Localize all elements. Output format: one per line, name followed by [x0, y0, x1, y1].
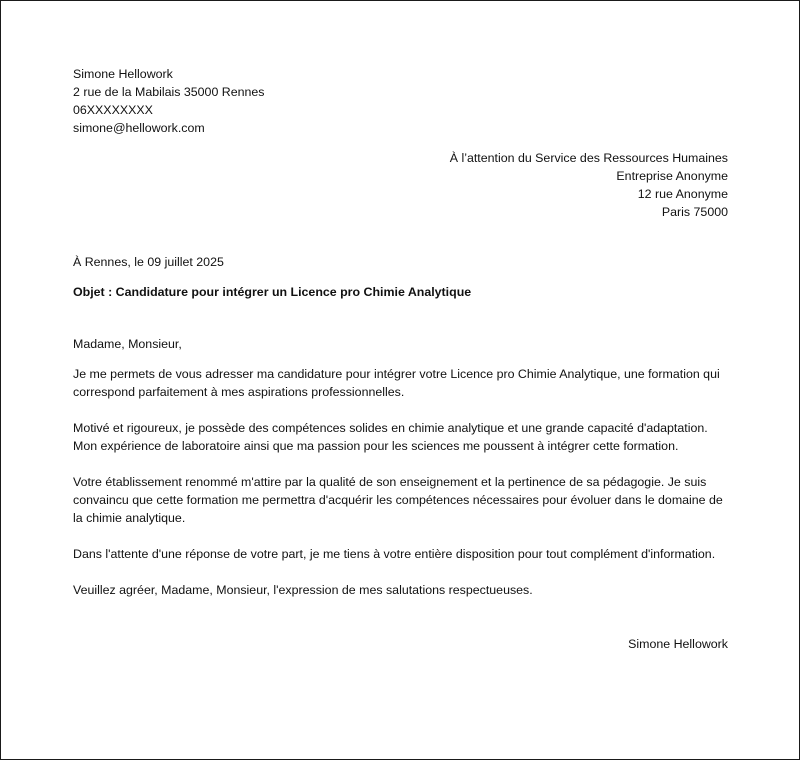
subject-line: Objet : Candidature pour intégrer un Licence pro Chimie Analytique [73, 285, 472, 299]
recipient-street: 12 rue Anonyme [637, 187, 728, 201]
salutation: Madame, Monsieur, [73, 337, 182, 351]
signature: Simone Hellowork [628, 637, 728, 651]
sender-block [73, 65, 728, 137]
sender-email: simone@hellowork.com [73, 121, 205, 135]
sender-phone: 06XXXXXXXX [73, 103, 153, 117]
recipient-company: Entreprise Anonyme [616, 169, 728, 183]
recipient-block [73, 149, 728, 221]
recipient-city: Paris 75000 [661, 205, 728, 219]
sender-address: 2 rue de la Mabilais 35000 Rennes [73, 85, 265, 99]
sender-name: Simone Hellowork [73, 67, 173, 81]
body-paragraph-4: Dans l'attente d'une réponse de votre part, je me tiens à votre entière disposition pour tout complément d'information. [73, 547, 716, 561]
body-paragraph-3: Votre établissement renommé m'attire par la qualité de son enseignement et la pertinence de sa pédagogie. Je suis convaincu que cette formation me permettra d'acquérir les compétences nécessaires pour évoluer dans le domaine de la chimie analytique. [73, 475, 723, 525]
body-paragraph-1: Je me permets de vous adresser ma candidature pour intégrer votre Licence pro Chimie Analytique, une formation qui correspond parfaitement à mes aspirations professionnelles. [73, 367, 720, 399]
recipient-attention: À l’attention du Service des Ressources Humaines [449, 151, 728, 165]
closing-paragraph: Veuillez agréer, Madame, Monsieur, l'expression de mes salutations respectueuses. [73, 583, 533, 597]
body-paragraph-2: Motivé et rigoureux, je possède des compétences solides en chimie analytique et une grande capacité d'adaptation. Mon expérience de laboratoire ainsi que ma passion pour les sciences me poussent à intégrer cette formation. [73, 421, 708, 453]
date-line: À Rennes, le 09 juillet 2025 [73, 255, 224, 269]
letter-content [73, 65, 728, 653]
